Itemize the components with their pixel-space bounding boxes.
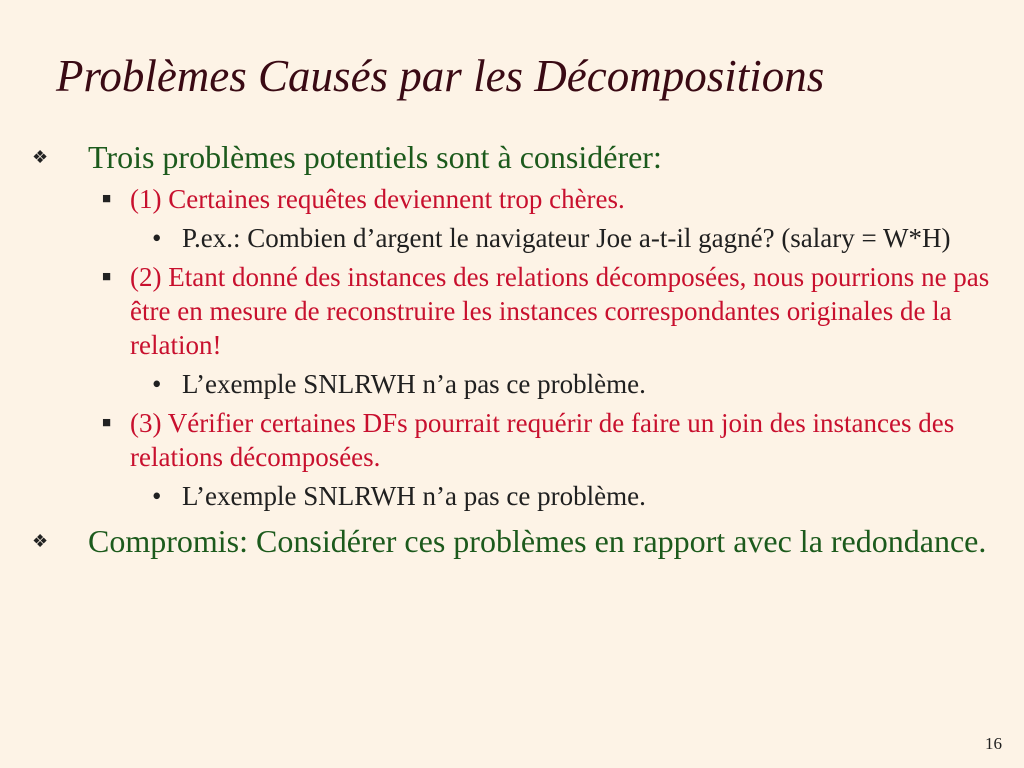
dot-bullet-icon: • [152,481,162,511]
bullet-level3-example-salary [152,222,1012,254]
dot-bullet-icon: • [152,223,162,253]
diamond-bullet-icon: ❖ [32,531,49,551]
bullet-level1-compromis [32,522,1003,560]
bullet-text: Compromis: Considérer ces problèmes en rapport avec la redondance. [88,523,987,559]
bullet-level2-problem-3 [102,406,1010,474]
square-bullet-icon: ■ [102,415,112,431]
bullet-level3-snlrwh-1 [152,368,1012,400]
bullet-text: (3) Vérifier certaines DFs pourrait requérir de faire un join des instances des relations décomposées. [130,408,955,472]
bullet-text: (2) Etant donné des instances des relations décomposées, nous pourrions ne pas être en mesure de reconstruire les instances correspondantes originales de la relation! [130,262,990,360]
slide-content [0,138,1024,560]
slide-title: Problèmes Causés par les Décompositions [56,51,825,101]
dot-bullet-icon: • [152,369,162,399]
bullet-level2-problem-2 [102,260,1010,362]
diamond-bullet-icon: ❖ [32,147,49,167]
square-bullet-icon: ■ [102,269,112,285]
bullet-text: (1) Certaines requêtes deviennent trop chères. [130,184,625,214]
bullet-level1-problems [32,138,1003,176]
bullet-level2-problem-1 [102,182,1010,216]
square-bullet-icon: ■ [102,191,112,207]
page-number: 16 [985,734,1002,753]
bullet-text: Trois problèmes potentiels sont à considérer: [88,139,662,175]
bullet-text: P.ex.: Combien d’argent le navigateur Joe a-t-il gagné? (salary = W*H) [182,223,951,253]
bullet-text: L’exemple SNLRWH n’a pas ce problème. [182,481,646,511]
bullet-level3-snlrwh-2 [152,480,1012,512]
bullet-text: L’exemple SNLRWH n’a pas ce problème. [182,369,646,399]
